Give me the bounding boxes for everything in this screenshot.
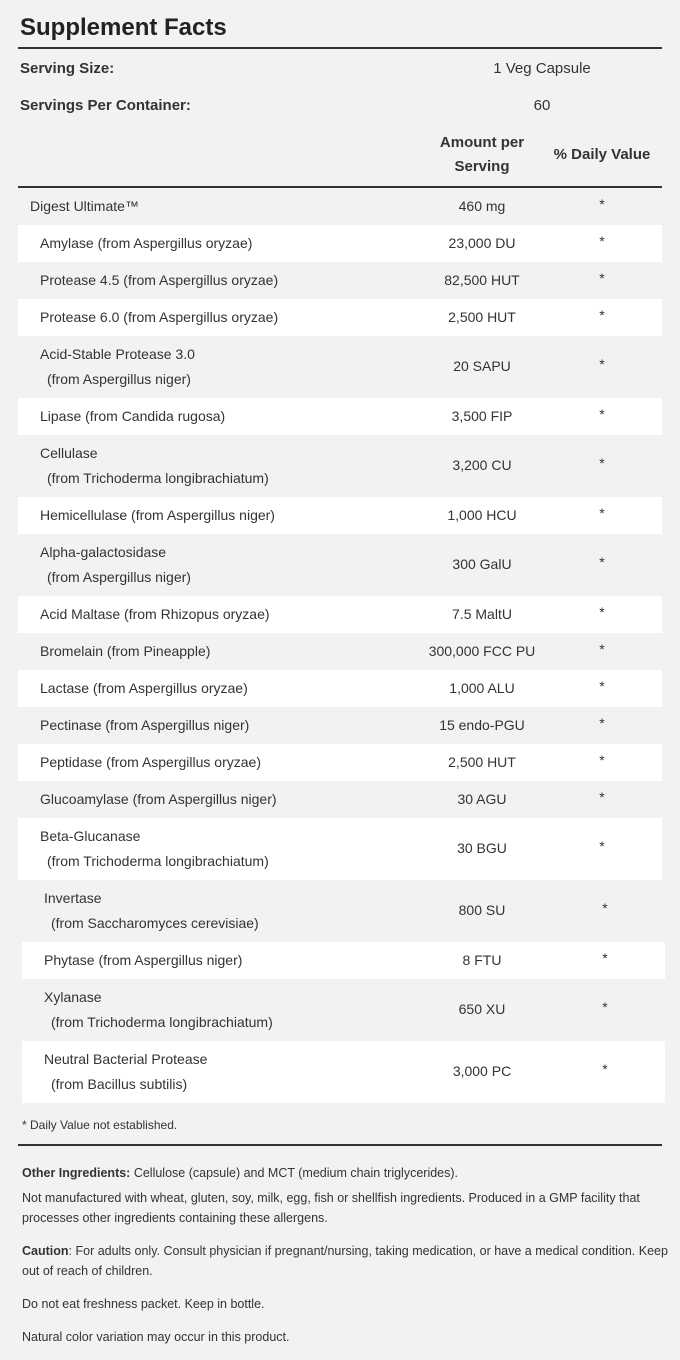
nutrient-amount: 3,200 CU: [452, 457, 512, 473]
nutrient-daily-value: *: [599, 715, 605, 731]
other-ingredients: Other Ingredients: Cellulose (capsule) and MCT (medium chain triglycerides).: [22, 1166, 459, 1180]
panel-title: Supplement Facts: [20, 14, 227, 41]
nutrient-amount: 2,500 HUT: [448, 754, 516, 770]
nutrient-daily-value: *: [602, 1061, 608, 1077]
daily-value-header: % Daily Value: [553, 146, 651, 163]
table-row: [18, 262, 662, 299]
nutrient-daily-value: *: [602, 999, 608, 1015]
nutrient-amount: 1,000 ALU: [449, 680, 515, 696]
nutrient-amount: 300,000 FCC PU: [428, 643, 536, 659]
nutrient-name: [40, 750, 261, 775]
nutrient-source-line: (from Aspergillus niger): [47, 569, 191, 585]
allergen-statement: Not manufactured with wheat, gluten, soy, milk, egg, fish or shellfish ingredients. Produced in a GMP facility that processes other ingredients containing these allergens.: [22, 1191, 640, 1225]
title-rule: [18, 47, 662, 49]
nutrient-amount: 20 SAPU: [453, 358, 511, 374]
nutrient-name-line: Pectinase (from Aspergillus niger): [40, 717, 250, 733]
caution-statement: Caution: For adults only. Consult physician if pregnant/nursing, taking medication, or have a medical condition. Keep out of reach of children.: [22, 1244, 668, 1278]
nutrient-name: [40, 824, 269, 874]
nutrient-name-line: Amylase (from Aspergillus oryzae): [40, 235, 253, 251]
nutrient-daily-value: *: [599, 554, 605, 570]
nutrient-amount: 23,000 DU: [448, 235, 516, 251]
nutrient-name-line: Lipase (from Candida rugosa): [40, 408, 226, 424]
table-row: [22, 942, 665, 979]
nutrient-name-line: Protease 6.0 (from Aspergillus oryzae): [40, 309, 279, 325]
nutrient-source-line: (from Bacillus subtilis): [51, 1076, 188, 1092]
nutrient-name-line: Lactase (from Aspergillus oryzae): [40, 680, 248, 696]
nutrient-daily-value: *: [599, 270, 605, 286]
nutrient-name: [40, 602, 270, 627]
nutrient-name-line: Alpha-galactosidase: [40, 544, 167, 560]
nutrient-amount: 460 mg: [458, 198, 506, 214]
table-row: [18, 744, 662, 781]
nutrient-amount: 3,500 FIP: [451, 408, 513, 424]
nutrient-daily-value: *: [599, 505, 605, 521]
nutrient-name: [40, 441, 269, 491]
serving-size-label: Serving Size:: [20, 60, 115, 77]
nutrient-amount: 800 SU: [458, 902, 506, 918]
nutrient-amount: 8 FTU: [462, 952, 502, 968]
nutrient-amount: 30 AGU: [457, 791, 507, 807]
nutrient-name: [40, 342, 195, 392]
nutrient-name-line: Neutral Bacterial Protease: [44, 1051, 208, 1067]
footer-rule: [18, 1144, 662, 1146]
nutrient-name-line: Protease 4.5 (from Aspergillus oryzae): [40, 272, 279, 288]
nutrient-daily-value: *: [602, 900, 608, 916]
nutrient-name: [40, 305, 278, 330]
nutrient-name-line: Peptidase (from Aspergillus oryzae): [40, 754, 261, 770]
nutrient-daily-value: *: [599, 678, 605, 694]
table-row: [18, 435, 662, 497]
nutrient-amount: 82,500 HUT: [444, 272, 520, 288]
nutrient-name: [44, 985, 273, 1035]
nutrient-daily-value: *: [599, 406, 605, 422]
table-row: [18, 225, 662, 262]
nutrient-daily-value: *: [599, 307, 605, 323]
nutrient-amount: 30 BGU: [457, 840, 507, 856]
serving-size-value: 1 Veg Capsule: [493, 60, 591, 77]
nutrient-daily-value: *: [599, 789, 605, 805]
nutrient-name-line: Xylanase: [44, 989, 102, 1005]
table-row: [18, 336, 662, 398]
freshness-statement: Do not eat freshness packet. Keep in bottle.: [22, 1297, 265, 1311]
nutrient-name: [40, 540, 191, 590]
nutrient-daily-value: *: [599, 641, 605, 657]
servings-per-container-label: Servings Per Container:: [20, 97, 191, 114]
nutrient-amount: 300 GalU: [452, 556, 512, 572]
table-row: [18, 707, 662, 744]
nutrient-name-line: Glucoamylase (from Aspergillus niger): [40, 791, 277, 807]
nutrient-daily-value: *: [599, 838, 605, 854]
table-row: [18, 670, 662, 707]
servings-per-container-value: 60: [533, 97, 551, 114]
nutrient-amount: 3,000 PC: [452, 1063, 512, 1079]
nutrient-name: [40, 231, 252, 256]
table-row: [18, 299, 662, 336]
nutrient-name: [30, 194, 139, 219]
table-row: [18, 398, 662, 435]
nutrient-daily-value: *: [602, 950, 608, 966]
nutrient-name: [44, 948, 242, 973]
table-row: [18, 633, 662, 670]
table-row: [18, 596, 662, 633]
nutrient-name-line: Invertase: [44, 890, 102, 906]
nutrient-daily-value: *: [599, 196, 605, 212]
table-row: [18, 534, 662, 596]
nutrient-name: [40, 676, 248, 701]
nutrient-source-line: (from Trichoderma longibrachiatum): [47, 853, 269, 869]
nutrient-amount: 15 endo-PGU: [439, 717, 525, 733]
nutrient-name: [40, 639, 210, 664]
table-row: [18, 497, 662, 534]
nutrient-amount: 7.5 MaltU: [452, 606, 512, 622]
nutrient-daily-value: *: [599, 455, 605, 471]
table-row: [18, 818, 662, 880]
table-row: [22, 979, 665, 1041]
nutrient-name-line: Hemicellulase (from Aspergillus niger): [40, 507, 275, 523]
nutrient-daily-value: *: [599, 752, 605, 768]
nutrient-name-line: Acid Maltase (from Rhizopus oryzae): [40, 606, 270, 622]
nutrient-amount: 650 XU: [458, 1001, 506, 1017]
nutrient-amount: 2,500 HUT: [448, 309, 516, 325]
nutrient-daily-value: *: [599, 356, 605, 372]
nutrient-daily-value: *: [599, 604, 605, 620]
nutrient-name: [40, 713, 249, 738]
nutrient-source-line: (from Saccharomyces cerevisiae): [51, 915, 259, 931]
nutrient-daily-value: *: [599, 233, 605, 249]
color-statement: Natural color variation may occur in this product.: [22, 1330, 290, 1344]
nutrient-name: [40, 404, 225, 429]
nutrient-name-line: Digest Ultimate™: [30, 198, 139, 214]
table-row: [18, 188, 662, 225]
daily-value-note: * Daily Value not established.: [22, 1118, 178, 1132]
nutrient-source-line: (from Trichoderma longibrachiatum): [47, 470, 269, 486]
nutrient-amount: 1,000 HCU: [447, 507, 517, 523]
nutrient-name: [44, 1047, 207, 1097]
nutrient-name: [40, 268, 278, 293]
table-row: [18, 781, 662, 818]
nutrient-name-line: Bromelain (from Pineapple): [40, 643, 211, 659]
nutrient-name-line: Beta-Glucanase: [40, 828, 141, 844]
nutrient-name: [40, 503, 275, 528]
nutrient-name-line: Cellulase: [40, 445, 98, 461]
nutrient-name: [40, 787, 277, 812]
nutrient-name-line: Phytase (from Aspergillus niger): [44, 952, 243, 968]
nutrient-name: [44, 886, 259, 936]
table-row: [22, 1041, 665, 1103]
nutrient-source-line: (from Trichoderma longibrachiatum): [51, 1014, 273, 1030]
nutrient-source-line: (from Aspergillus niger): [47, 371, 191, 387]
nutrient-name-line: Acid-Stable Protease 3.0: [40, 346, 195, 362]
amount-per-serving-header: Amount per Serving: [439, 134, 525, 175]
table-row: [22, 880, 665, 942]
